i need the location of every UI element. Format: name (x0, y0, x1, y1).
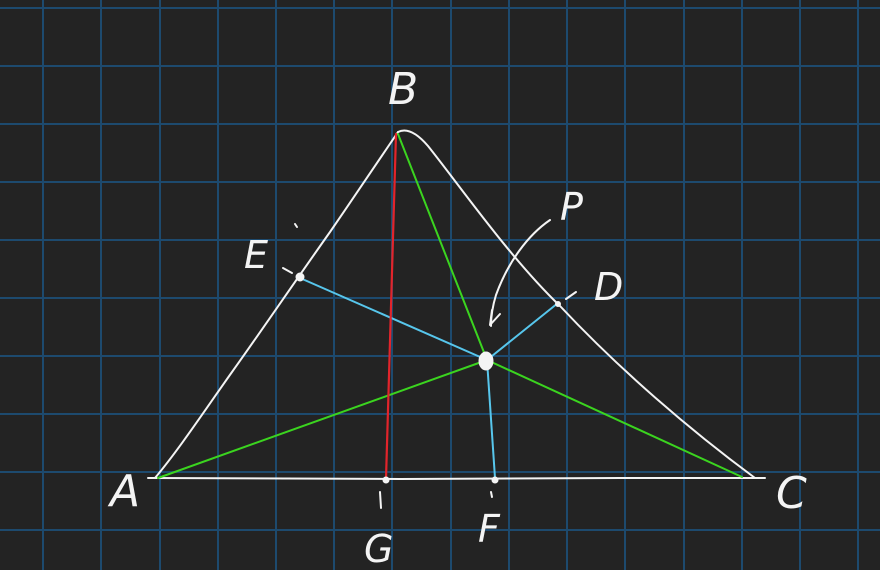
label-b: B (388, 64, 419, 115)
label-a: A (110, 466, 141, 517)
label-g: G (364, 527, 394, 570)
tick-f (491, 492, 492, 497)
tick-g (380, 492, 381, 508)
point-d (556, 302, 561, 307)
point-p (479, 352, 493, 370)
point-f (492, 477, 498, 483)
point-e (296, 273, 304, 281)
label-c: C (776, 468, 807, 519)
triangle-side-ca (150, 478, 765, 479)
label-p: P (560, 185, 583, 229)
point-g (383, 477, 389, 483)
label-d: D (594, 265, 624, 309)
label-e: E (244, 233, 269, 277)
label-f: F (478, 507, 500, 551)
